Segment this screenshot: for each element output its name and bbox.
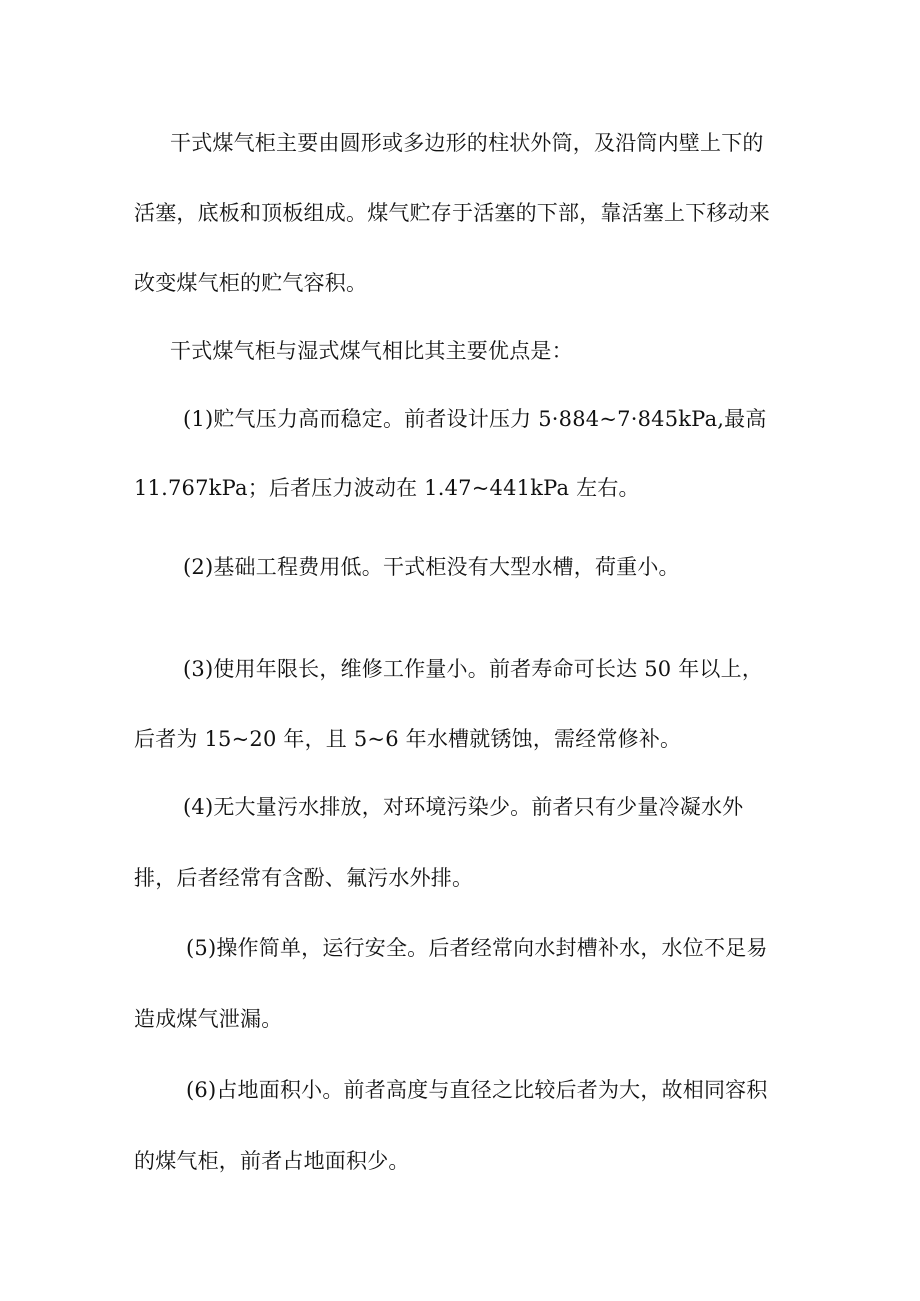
paragraph-6-line-1: (4)无大量污水排放，对环境污染少。前者只有少量冷凝水外 bbox=[183, 795, 744, 819]
paragraph-1-line-3: 改变煤气柜的贮气容积。 bbox=[134, 271, 368, 295]
paragraph-2-line-1: 干式煤气柜与湿式煤气相比其主要优点是： bbox=[170, 339, 573, 363]
paragraph-1-line-1: 干式煤气柜主要由圆形或多边形的柱状外筒，及沿筒内壁上下的 bbox=[170, 131, 764, 155]
paragraph-5-line-2: 后者为 15~20 年，且 5~6 年水槽就锈蚀，需经常修补。 bbox=[134, 727, 682, 751]
paragraph-4-line-1: (2)基础工程费用低。干式柜没有大型水槽，荷重小。 bbox=[183, 555, 680, 579]
paragraph-6-line-2: 排，后者经常有含酚、氟污水外排。 bbox=[134, 866, 474, 890]
paragraph-5-line-1: (3)使用年限长，维修工作量小。前者寿命可长达 50 年以上， bbox=[183, 657, 764, 681]
paragraph-3-line-1: (1)贮气压力高而稳定。前者设计压力 5·884~7·845kPa,最高 bbox=[183, 407, 767, 431]
paragraph-3-line-2: 11.767kPa；后者压力波动在 1.47~441kPa 左右。 bbox=[134, 476, 640, 500]
paragraph-7-line-2: 造成煤气泄漏。 bbox=[134, 1007, 283, 1031]
paragraph-8-line-2: 的煤气柜，前者占地面积少。 bbox=[134, 1149, 410, 1173]
paragraph-8-line-1: (6)占地面积小。前者高度与直径之比较后者为大，故相同容积 bbox=[186, 1078, 768, 1102]
paragraph-7-line-1: (5)操作简单，运行安全。后者经常向水封槽补水，水位不足易 bbox=[186, 936, 768, 960]
paragraph-1-line-2: 活塞，底板和顶板组成。煤气贮存于活塞的下部，靠活塞上下移动来 bbox=[134, 201, 770, 225]
